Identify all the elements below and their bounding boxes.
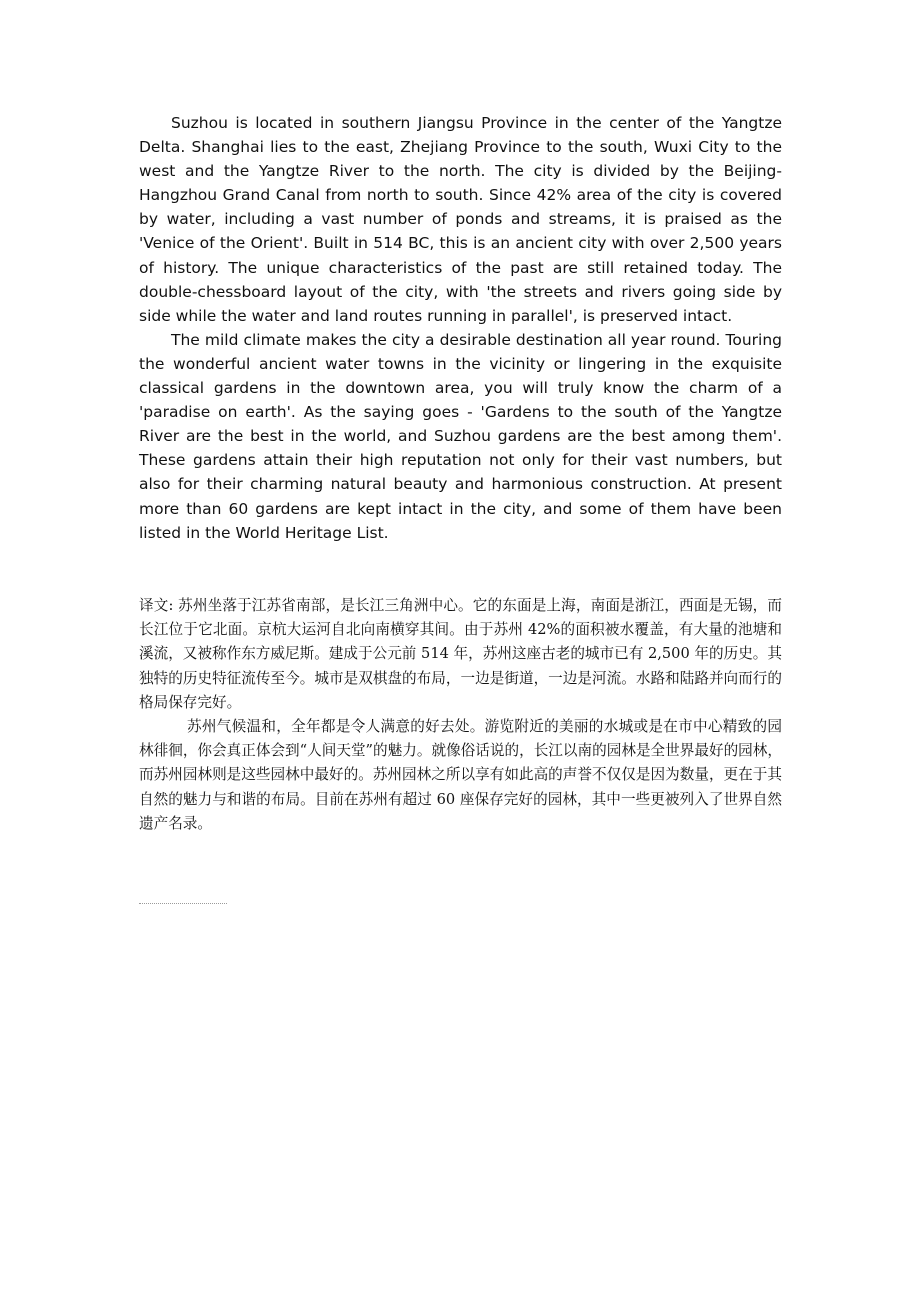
english-paragraph: Suzhou is located in southern Jiangsu Province in the center of the Yangtze Delta. Shanghai lies to the east, Zhejiang Province to the south, Wuxi City to the west and the Yangtze River to the north. The city is divided by the Beijing-Hangzhou Grand Canal from north to south. Since 42% area of the city is covered by water, including a vast number of ponds and streams, it is praised as the 'Venice of the Orient'. Built in 514 BC, this is an ancient city with over 2,500 years of history. The unique characteristics of the past are still retained today. The double-chessboard layout of the city, with 'the streets and rivers going side by side while the water and land routes running in parallel', is preserved intact. <box>139 114 782 325</box>
chinese-translation-block <box>139 594 782 836</box>
chinese-paragraph: 译文: 苏州坐落于江苏省南部，是长江三角洲中心。它的东面是上海，南面是浙江，西面是无锡，而长江位于它北面。京杭大运河自北向南横穿其间。由于苏州 42%的面积被水覆盖，有大量的池塘和溪流，又被称作东方威尼斯。建成于公元前 514 年，苏州这座古老的城市已有 2,500 年的历史。其独特的历史特征流传至今。城市是双棋盘的布局，一边是街道，一边是河流。水路和陆路并向而行的格局保存完好。 <box>139 597 782 711</box>
footnote-divider <box>139 903 227 904</box>
english-text-block <box>139 111 782 545</box>
chinese-paragraph: 苏州气候温和，全年都是令人满意的好去处。游览附近的美丽的水城或是在市中心精致的园林徘徊，你会真正体会到“人间天堂”的魅力。就像俗话说的，长江以南的园林是全世界最好的园林，而苏州园林则是这些园林中最好的。苏州园林之所以享有如此高的声誉不仅仅是因为数量，更在于其自然的魅力与和谐的布局。目前在苏州有超过 60 座保存完好的园林，其中一些更被列入了世界自然遗产名录。 <box>139 718 782 832</box>
english-paragraph: The mild climate makes the city a desirable destination all year round. Touring the wonderful ancient water towns in the vicinity or lingering in the exquisite classical gardens in the downtown area, you will truly know the charm of a 'paradise on earth'. As the saying goes - 'Gardens to the south of the Yangtze River are the best in the world, and Suzhou gardens are the best among them'. These gardens attain their high reputation not only for their vast numbers, but also for their charming natural beauty and harmonious construction. At present more than 60 gardens are kept intact in the city, and some of them have been listed in the World Heritage List. <box>139 330 782 542</box>
